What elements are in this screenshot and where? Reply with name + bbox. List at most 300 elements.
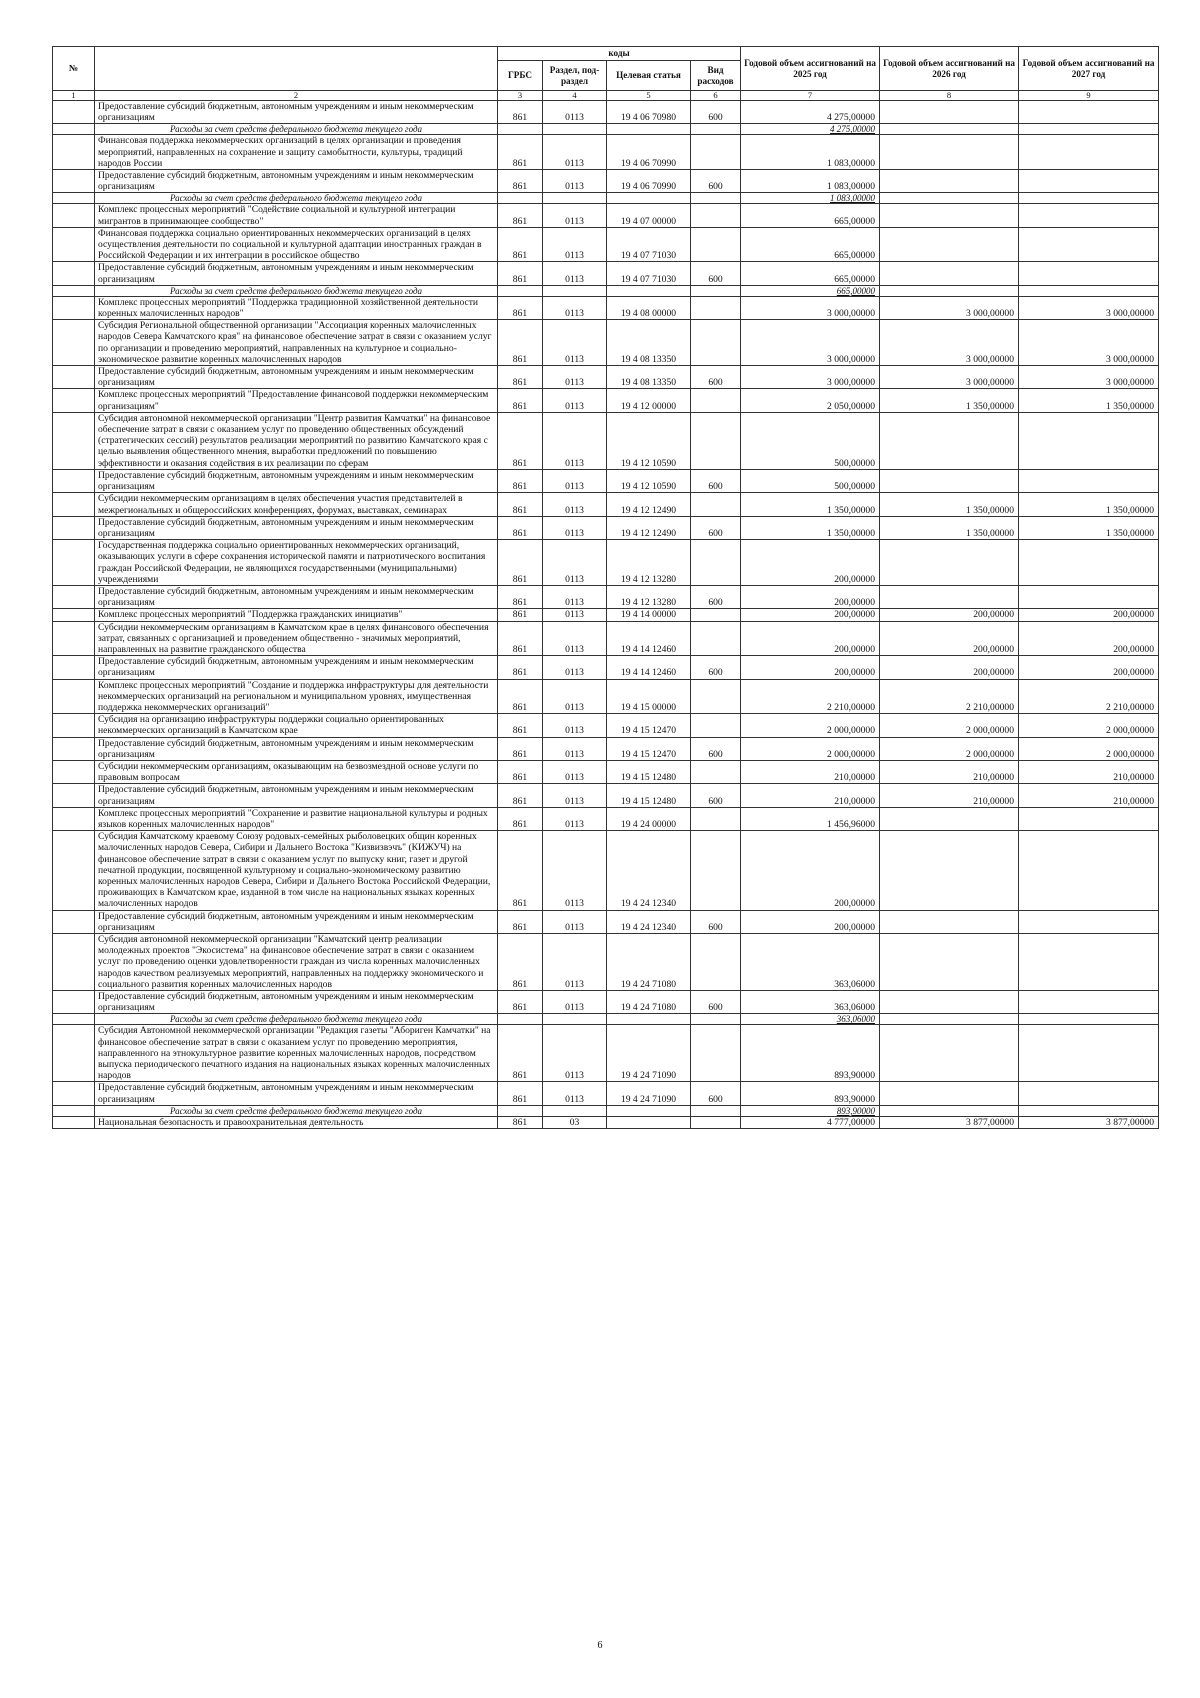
row-amount-2025: 200,00000 (741, 656, 880, 679)
row-razdel (543, 1105, 607, 1116)
table-row (53, 714, 1159, 737)
row-name: Предоставление субсидий бюджетным, автономным учреждениям и иным некоммерческим организациям (95, 737, 498, 760)
row-name: Финансовая поддержка социально ориентированных некоммерческих организаций в целях осуществления деятельности по социальной и культурной адаптации иностранных граждан в Российской Федерации и их интеграции в российское общество (95, 227, 498, 262)
row-amount-2026: 1 350,00000 (880, 389, 1019, 412)
column-index: 3 (498, 91, 543, 101)
row-amount-2027 (1019, 1105, 1159, 1116)
table-row (53, 807, 1159, 830)
table-row (53, 135, 1159, 170)
row-name: Государственная поддержка социально ориентированных некоммерческих организаций, оказывающих услуги в сфере сохранения исторической памяти и патриотического воспитания граждан Российской Федерации, не являющихся государственными (муниципальными) учреждениями (95, 540, 498, 586)
row-grbs: 861 (498, 412, 543, 469)
row-expense-type (691, 540, 741, 586)
row-number (53, 1116, 95, 1128)
row-name: Предоставление субсидий бюджетным, автономным учреждениям и иным некоммерческим организациям (95, 784, 498, 807)
row-amount-2026 (880, 193, 1019, 204)
row-amount-2027: 200,00000 (1019, 621, 1159, 656)
row-expense-type (691, 1014, 741, 1025)
row-amount-2025: 893,90000 (741, 1025, 880, 1082)
row-amount-2026 (880, 124, 1019, 135)
row-number (53, 227, 95, 262)
row-expense-type: 600 (691, 991, 741, 1014)
row-amount-2026 (880, 540, 1019, 586)
row-amount-2026 (880, 170, 1019, 193)
row-amount-2025: 200,00000 (741, 540, 880, 586)
row-number (53, 170, 95, 193)
federal-funds-row (53, 193, 1159, 204)
row-razdel: 0113 (543, 1082, 607, 1105)
row-amount-2027: 3 000,00000 (1019, 366, 1159, 389)
table-row (53, 493, 1159, 516)
row-target-article: 19 4 12 12490 (607, 516, 691, 539)
table-row (53, 1025, 1159, 1082)
row-expense-type (691, 227, 741, 262)
row-target-article (607, 1116, 691, 1128)
header-2026: Годовой объем ассигнований на 2026 год (880, 47, 1019, 91)
row-amount-2025: 1 456,96000 (741, 807, 880, 830)
header-cs: Целевая статья (607, 61, 691, 91)
table-row (53, 170, 1159, 193)
row-razdel: 0113 (543, 170, 607, 193)
row-amount-2027 (1019, 831, 1159, 910)
row-target-article: 19 4 15 12480 (607, 784, 691, 807)
row-expense-type (691, 493, 741, 516)
row-target-article: 19 4 07 71030 (607, 227, 691, 262)
row-grbs: 861 (498, 679, 543, 714)
row-amount-2025: 1 083,00000 (741, 170, 880, 193)
row-name: Предоставление субсидий бюджетным, автономным учреждениям и иным некоммерческим организациям (95, 516, 498, 539)
row-razdel: 0113 (543, 807, 607, 830)
row-grbs (498, 124, 543, 135)
federal-funds-row (53, 285, 1159, 296)
row-grbs: 861 (498, 1025, 543, 1082)
row-razdel: 0113 (543, 934, 607, 991)
row-number (53, 585, 95, 608)
row-name: Субсидия Автономной некоммерческой организации "Редакция газеты "Абориген Камчатки" на финансовое обеспечение затрат в связи с оказанием услуг по проведению мероприятия, направленного на этнокультурное развитие коренных малочисленных народов, посредством выпуска периодического печатного издания на национальных языках коренных малочисленных народов (95, 1025, 498, 1082)
table-row (53, 540, 1159, 586)
row-name: Расходы за счет средств федерального бюджета текущего года (95, 285, 498, 296)
row-razdel: 0113 (543, 831, 607, 910)
header-razdel: Раздел, под-раздел (543, 61, 607, 91)
row-amount-2027 (1019, 135, 1159, 170)
header-2025: Годовой объем ассигнований на 2025 год (741, 47, 880, 91)
row-razdel: 0113 (543, 540, 607, 586)
row-amount-2025: 665,00000 (741, 227, 880, 262)
row-amount-2027 (1019, 204, 1159, 227)
row-expense-type (691, 714, 741, 737)
row-name: Комплекс процессных мероприятий "Поддержка гражданских инициатив" (95, 609, 498, 621)
row-expense-type (691, 1105, 741, 1116)
row-target-article: 19 4 12 00000 (607, 389, 691, 412)
row-number (53, 540, 95, 586)
row-grbs (498, 193, 543, 204)
row-amount-2027: 2 000,00000 (1019, 737, 1159, 760)
column-index: 7 (741, 91, 880, 101)
federal-funds-row (53, 1014, 1159, 1025)
row-amount-2027 (1019, 1014, 1159, 1025)
row-name: Предоставление субсидий бюджетным, автономным учреждениям и иным некоммерческим организациям (95, 262, 498, 285)
row-amount-2025: 200,00000 (741, 585, 880, 608)
row-amount-2026 (880, 807, 1019, 830)
row-amount-2027 (1019, 124, 1159, 135)
row-target-article: 19 4 08 00000 (607, 296, 691, 319)
table-row (53, 737, 1159, 760)
row-expense-type (691, 412, 741, 469)
row-amount-2025: 3 000,00000 (741, 296, 880, 319)
row-grbs: 861 (498, 807, 543, 830)
row-razdel: 0113 (543, 493, 607, 516)
row-expense-type (691, 193, 741, 204)
row-amount-2027: 1 350,00000 (1019, 389, 1159, 412)
row-name: Комплекс процессных мероприятий "Поддержка традиционной хозяйственной деятельности коренных малочисленных народов" (95, 296, 498, 319)
row-grbs: 861 (498, 101, 543, 124)
row-amount-2026: 2 000,00000 (880, 714, 1019, 737)
row-grbs: 861 (498, 784, 543, 807)
row-amount-2026: 3 000,00000 (880, 296, 1019, 319)
row-name: Расходы за счет средств федерального бюджета текущего года (95, 193, 498, 204)
row-amount-2026 (880, 910, 1019, 933)
column-index: 1 (53, 91, 95, 101)
row-razdel (543, 124, 607, 135)
row-number (53, 204, 95, 227)
row-razdel: 03 (543, 1116, 607, 1128)
row-grbs: 861 (498, 621, 543, 656)
column-index: 4 (543, 91, 607, 101)
row-razdel: 0113 (543, 227, 607, 262)
row-grbs: 861 (498, 469, 543, 492)
header-grbs: ГРБС (498, 61, 543, 91)
row-amount-2025: 200,00000 (741, 609, 880, 621)
row-expense-type: 600 (691, 585, 741, 608)
row-amount-2025: 200,00000 (741, 621, 880, 656)
row-amount-2027: 2 000,00000 (1019, 714, 1159, 737)
row-expense-type (691, 1025, 741, 1082)
row-target-article: 19 4 06 70990 (607, 135, 691, 170)
row-razdel (543, 193, 607, 204)
row-name: Предоставление субсидий бюджетным, автономным учреждениям и иным некоммерческим организациям (95, 656, 498, 679)
row-grbs: 861 (498, 656, 543, 679)
row-amount-2025: 3 000,00000 (741, 320, 880, 366)
table-row (53, 760, 1159, 783)
row-amount-2027 (1019, 1025, 1159, 1082)
row-grbs: 861 (498, 585, 543, 608)
row-razdel (543, 285, 607, 296)
row-amount-2025: 200,00000 (741, 831, 880, 910)
table-row (53, 1116, 1159, 1128)
row-razdel: 0113 (543, 621, 607, 656)
row-name: Расходы за счет средств федерального бюджета текущего года (95, 124, 498, 135)
row-amount-2026 (880, 991, 1019, 1014)
row-grbs: 861 (498, 991, 543, 1014)
row-amount-2025: 2 050,00000 (741, 389, 880, 412)
column-index: 9 (1019, 91, 1159, 101)
row-number (53, 737, 95, 760)
row-razdel: 0113 (543, 609, 607, 621)
table-row (53, 609, 1159, 621)
row-amount-2025: 4 275,00000 (741, 124, 880, 135)
row-expense-type (691, 609, 741, 621)
row-number (53, 784, 95, 807)
table-row (53, 910, 1159, 933)
row-amount-2027 (1019, 1082, 1159, 1105)
row-amount-2026 (880, 204, 1019, 227)
row-amount-2027 (1019, 807, 1159, 830)
row-number (53, 621, 95, 656)
table-row (53, 366, 1159, 389)
budget-table (52, 46, 1159, 1129)
row-amount-2025: 210,00000 (741, 784, 880, 807)
row-name: Субсидия Региональной общественной организации "Ассоциация коренных малочисленных народов Севера Камчатского края" на финансовое обеспечение затрат в связи с оказанием услуг по организации и проведению мероприятий, направленных на культурное и социально-экономическое развитие коренных малочисленных народов (95, 320, 498, 366)
row-expense-type (691, 934, 741, 991)
row-amount-2027: 210,00000 (1019, 760, 1159, 783)
row-grbs (498, 285, 543, 296)
row-amount-2027: 200,00000 (1019, 609, 1159, 621)
table-body (53, 101, 1159, 1129)
row-target-article: 19 4 14 12460 (607, 621, 691, 656)
row-expense-type: 600 (691, 101, 741, 124)
row-amount-2026 (880, 1025, 1019, 1082)
row-amount-2026 (880, 285, 1019, 296)
row-number (53, 124, 95, 135)
row-razdel: 0113 (543, 784, 607, 807)
row-grbs: 861 (498, 135, 543, 170)
header-codes: коды (498, 47, 741, 61)
row-target-article: 19 4 12 13280 (607, 540, 691, 586)
row-razdel: 0113 (543, 366, 607, 389)
header-vr: Вид расходов (691, 61, 741, 91)
row-amount-2026: 200,00000 (880, 621, 1019, 656)
row-amount-2025: 363,06000 (741, 1014, 880, 1025)
row-expense-type (691, 296, 741, 319)
row-target-article (607, 124, 691, 135)
table-row (53, 831, 1159, 910)
table-row (53, 656, 1159, 679)
row-name: Предоставление субсидий бюджетным, автономным учреждениям и иным некоммерческим организациям (95, 585, 498, 608)
row-target-article: 19 4 12 10590 (607, 469, 691, 492)
row-expense-type: 600 (691, 366, 741, 389)
row-expense-type: 600 (691, 469, 741, 492)
row-razdel: 0113 (543, 760, 607, 783)
row-expense-type: 600 (691, 656, 741, 679)
row-target-article: 19 4 12 12490 (607, 493, 691, 516)
row-name: Комплекс процессных мероприятий "Сохранение и развитие национальной культуры и родных языков коренных малочисленных народов" (95, 807, 498, 830)
row-amount-2025: 210,00000 (741, 760, 880, 783)
column-index: 5 (607, 91, 691, 101)
row-grbs: 861 (498, 366, 543, 389)
row-amount-2026 (880, 135, 1019, 170)
row-amount-2027: 1 350,00000 (1019, 493, 1159, 516)
table-row (53, 621, 1159, 656)
row-grbs (498, 1014, 543, 1025)
row-number (53, 991, 95, 1014)
row-amount-2026: 3 877,00000 (880, 1116, 1019, 1128)
row-razdel: 0113 (543, 296, 607, 319)
row-target-article: 19 4 24 12340 (607, 910, 691, 933)
row-name: Предоставление субсидий бюджетным, автономным учреждениям и иным некоммерческим организациям (95, 170, 498, 193)
row-name: Предоставление субсидий бюджетным, автономным учреждениям и иным некоммерческим организациям (95, 910, 498, 933)
row-number (53, 1105, 95, 1116)
federal-funds-row (53, 1105, 1159, 1116)
row-number (53, 910, 95, 933)
row-target-article: 19 4 08 13350 (607, 366, 691, 389)
row-razdel: 0113 (543, 1025, 607, 1082)
row-expense-type (691, 204, 741, 227)
column-index: 8 (880, 91, 1019, 101)
row-amount-2026: 200,00000 (880, 656, 1019, 679)
row-amount-2026: 1 350,00000 (880, 493, 1019, 516)
table-header (53, 47, 1159, 101)
row-name: Субсидии некоммерческим организациям, оказывающим на безвозмездной основе услуги по правовым вопросам (95, 760, 498, 783)
row-razdel: 0113 (543, 714, 607, 737)
row-razdel: 0113 (543, 991, 607, 1014)
row-target-article: 19 4 24 71090 (607, 1025, 691, 1082)
row-grbs: 861 (498, 170, 543, 193)
row-amount-2025: 2 000,00000 (741, 714, 880, 737)
row-razdel: 0113 (543, 389, 607, 412)
row-amount-2026: 2 000,00000 (880, 737, 1019, 760)
row-target-article (607, 285, 691, 296)
row-amount-2026: 3 000,00000 (880, 320, 1019, 366)
row-amount-2027 (1019, 934, 1159, 991)
budget-table-sheet (52, 46, 1158, 1129)
row-target-article: 19 4 24 00000 (607, 807, 691, 830)
row-razdel: 0113 (543, 320, 607, 366)
row-razdel: 0113 (543, 469, 607, 492)
row-amount-2025: 1 350,00000 (741, 493, 880, 516)
row-grbs: 861 (498, 262, 543, 285)
row-amount-2025: 3 000,00000 (741, 366, 880, 389)
row-number (53, 656, 95, 679)
row-amount-2025: 363,06000 (741, 991, 880, 1014)
row-amount-2026 (880, 1105, 1019, 1116)
row-expense-type: 600 (691, 737, 741, 760)
row-amount-2025: 1 083,00000 (741, 193, 880, 204)
row-amount-2026: 200,00000 (880, 609, 1019, 621)
row-target-article: 19 4 15 12480 (607, 760, 691, 783)
row-razdel: 0113 (543, 412, 607, 469)
row-razdel: 0113 (543, 135, 607, 170)
row-expense-type: 600 (691, 784, 741, 807)
row-number (53, 389, 95, 412)
row-amount-2026: 210,00000 (880, 760, 1019, 783)
row-amount-2026 (880, 262, 1019, 285)
row-amount-2025: 1 083,00000 (741, 135, 880, 170)
row-grbs: 861 (498, 609, 543, 621)
row-razdel: 0113 (543, 516, 607, 539)
row-amount-2027 (1019, 170, 1159, 193)
row-target-article: 19 4 08 13350 (607, 320, 691, 366)
row-amount-2025: 1 350,00000 (741, 516, 880, 539)
row-razdel: 0113 (543, 737, 607, 760)
row-amount-2025: 500,00000 (741, 412, 880, 469)
row-target-article (607, 1014, 691, 1025)
row-grbs: 861 (498, 831, 543, 910)
row-target-article: 19 4 24 12340 (607, 831, 691, 910)
row-expense-type (691, 621, 741, 656)
row-amount-2025: 363,06000 (741, 934, 880, 991)
row-amount-2027: 200,00000 (1019, 656, 1159, 679)
row-amount-2026 (880, 831, 1019, 910)
row-name: Субсидия автономной некоммерческой организации "Центр развития Камчатки" на финансовое обеспечение затрат в связи с оказанием услуг по проведению общественных обсуждений (стратегических сессий) результатов реализации мероприятий по развитию Камчатского края с целью выявления общественного мнения, выработки предложений по повышению эффективности и оказания содействия в их реализации по сферам (95, 412, 498, 469)
row-amount-2027: 3 877,00000 (1019, 1116, 1159, 1128)
row-amount-2026 (880, 227, 1019, 262)
row-amount-2025: 665,00000 (741, 285, 880, 296)
row-amount-2026 (880, 585, 1019, 608)
table-row (53, 227, 1159, 262)
row-grbs: 861 (498, 1082, 543, 1105)
row-amount-2027: 3 000,00000 (1019, 296, 1159, 319)
row-target-article: 19 4 24 71080 (607, 934, 691, 991)
row-amount-2027 (1019, 585, 1159, 608)
row-expense-type (691, 1116, 741, 1128)
row-amount-2027: 2 210,00000 (1019, 679, 1159, 714)
row-number (53, 1025, 95, 1082)
row-grbs: 861 (498, 516, 543, 539)
row-razdel: 0113 (543, 204, 607, 227)
row-razdel: 0113 (543, 262, 607, 285)
row-number (53, 469, 95, 492)
row-name: Субсидии некоммерческим организациям в Камчатском крае в целях финансового обеспечения затрат, связанных с организацией и проведением общественно - значимых мероприятий, направленных на развитие гражданского общества (95, 621, 498, 656)
row-expense-type (691, 831, 741, 910)
row-amount-2026: 210,00000 (880, 784, 1019, 807)
row-target-article: 19 4 07 71030 (607, 262, 691, 285)
page-number: 6 (597, 1640, 603, 1651)
row-amount-2026 (880, 1014, 1019, 1025)
row-expense-type (691, 807, 741, 830)
row-amount-2027 (1019, 227, 1159, 262)
federal-funds-row (53, 124, 1159, 135)
row-name: Субсидия на организацию инфраструктуры поддержки социально ориентированных некоммерческих организаций в Камчатском крае (95, 714, 498, 737)
row-amount-2027 (1019, 412, 1159, 469)
row-target-article: 19 4 15 12470 (607, 737, 691, 760)
row-target-article (607, 1105, 691, 1116)
row-expense-type: 600 (691, 170, 741, 193)
row-amount-2025: 4 777,00000 (741, 1116, 880, 1128)
row-target-article: 19 4 12 13280 (607, 585, 691, 608)
row-target-article: 19 4 24 71080 (607, 991, 691, 1014)
table-row (53, 934, 1159, 991)
row-number (53, 193, 95, 204)
row-target-article: 19 4 14 00000 (607, 609, 691, 621)
row-amount-2025: 2 000,00000 (741, 737, 880, 760)
row-number (53, 101, 95, 124)
row-name: Расходы за счет средств федерального бюджета текущего года (95, 1014, 498, 1025)
row-amount-2025: 500,00000 (741, 469, 880, 492)
row-name: Предоставление субсидий бюджетным, автономным учреждениям и иным некоммерческим организациям (95, 366, 498, 389)
row-amount-2026 (880, 101, 1019, 124)
table-row (53, 516, 1159, 539)
row-target-article: 19 4 24 71090 (607, 1082, 691, 1105)
row-amount-2026: 3 000,00000 (880, 366, 1019, 389)
row-name: Национальная безопасность и правоохранительная деятельность (95, 1116, 498, 1128)
row-grbs: 861 (498, 910, 543, 933)
table-row (53, 296, 1159, 319)
row-number (53, 516, 95, 539)
row-number (53, 807, 95, 830)
table-row (53, 469, 1159, 492)
row-amount-2027 (1019, 262, 1159, 285)
row-number (53, 366, 95, 389)
row-amount-2027 (1019, 910, 1159, 933)
table-row (53, 679, 1159, 714)
row-name: Комплекс процессных мероприятий "Предоставление финансовой поддержки некоммерческим организациям" (95, 389, 498, 412)
row-target-article (607, 193, 691, 204)
row-number (53, 296, 95, 319)
row-expense-type (691, 285, 741, 296)
row-amount-2025: 4 275,00000 (741, 101, 880, 124)
row-number (53, 1014, 95, 1025)
row-amount-2026 (880, 469, 1019, 492)
row-expense-type (691, 679, 741, 714)
